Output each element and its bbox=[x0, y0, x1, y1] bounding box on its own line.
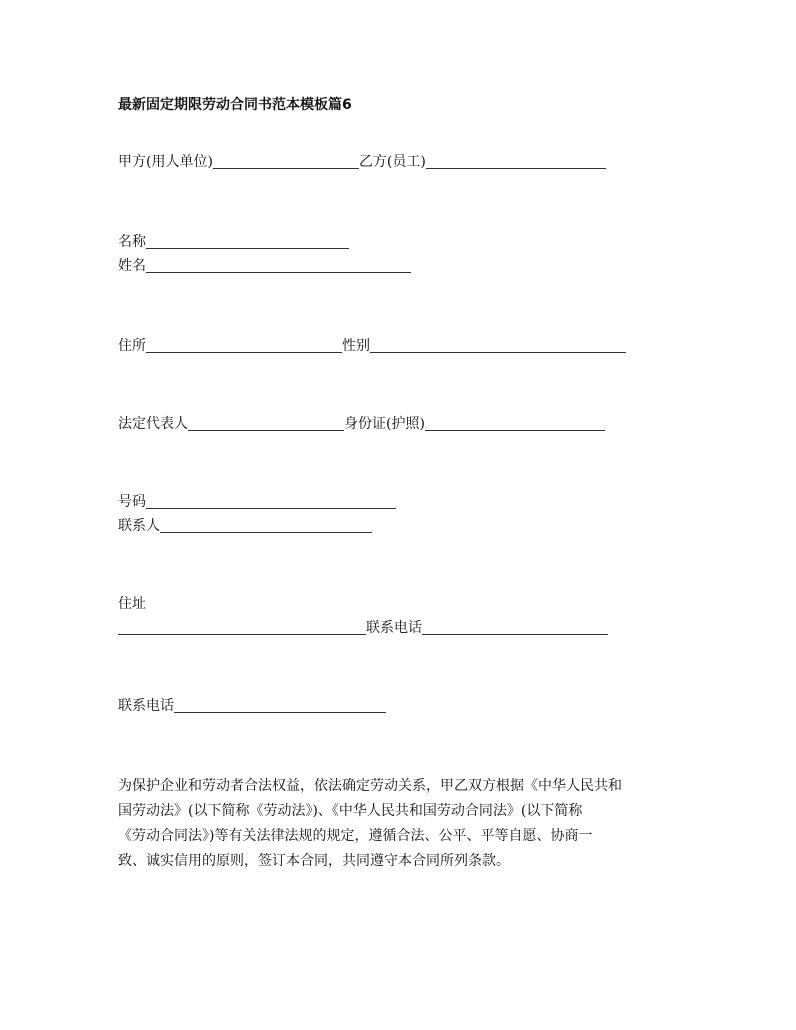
contact-person-row bbox=[118, 516, 372, 536]
number-row bbox=[118, 492, 396, 512]
legal-rep-blank[interactable] bbox=[188, 414, 344, 431]
number-blank[interactable] bbox=[146, 492, 396, 509]
party-a-label: 甲方(用人单位) bbox=[118, 154, 213, 170]
person-name-blank[interactable] bbox=[146, 256, 411, 273]
gender-label: 性别 bbox=[342, 338, 370, 354]
phone-label-2: 联系电话 bbox=[118, 698, 174, 714]
phone-blank-1[interactable] bbox=[422, 618, 608, 635]
preamble-line: 致、诚实信用的原则，签订本合同，共同遵守本合同所列条款。 bbox=[118, 853, 510, 869]
name-label: 名称 bbox=[118, 234, 146, 250]
preamble-line: 《劳动合同法》)等有关法律法规的规定，遵循合法、公平、平等自愿、协商一 bbox=[118, 828, 593, 844]
residence-label: 住所 bbox=[118, 338, 146, 354]
contact-person-blank[interactable] bbox=[160, 516, 372, 533]
document-title: 最新固定期限劳动合同书范本模板篇6 bbox=[118, 97, 352, 113]
name-blank[interactable] bbox=[146, 232, 349, 249]
legal-rep-row bbox=[118, 414, 605, 434]
address-phone-row bbox=[118, 618, 608, 638]
gender-blank[interactable] bbox=[370, 336, 626, 353]
party-row bbox=[118, 152, 606, 172]
number-label: 号码 bbox=[118, 494, 146, 510]
phone-row bbox=[118, 696, 386, 716]
party-b-label: 乙方(员工) bbox=[358, 154, 426, 170]
person-name-label: 姓名 bbox=[118, 258, 146, 274]
address-row bbox=[118, 594, 146, 614]
name-row bbox=[118, 232, 349, 252]
contact-person-label: 联系人 bbox=[118, 518, 160, 534]
party-b-blank[interactable] bbox=[426, 152, 606, 169]
residence-row bbox=[118, 336, 626, 356]
phone-label-1: 联系电话 bbox=[366, 620, 422, 636]
residence-blank[interactable] bbox=[146, 336, 342, 353]
id-label: 身份证(护照) bbox=[344, 416, 425, 432]
address-label: 住址 bbox=[118, 596, 146, 612]
legal-rep-label: 法定代表人 bbox=[118, 416, 188, 432]
phone-blank-2[interactable] bbox=[174, 696, 386, 713]
address-blank[interactable] bbox=[118, 618, 366, 635]
preamble-line: 为保护企业和劳动者合法权益，依法确定劳动关系，甲乙双方根据《中华人民共和 bbox=[118, 778, 622, 794]
party-a-blank[interactable] bbox=[213, 152, 359, 169]
preamble-line: 国劳动法》(以下简称《劳动法》)、《中华人民共和国劳动合同法》(以下简称 bbox=[118, 803, 583, 819]
person-name-row bbox=[118, 256, 411, 276]
preamble-paragraph bbox=[118, 774, 698, 874]
id-blank[interactable] bbox=[425, 414, 605, 431]
